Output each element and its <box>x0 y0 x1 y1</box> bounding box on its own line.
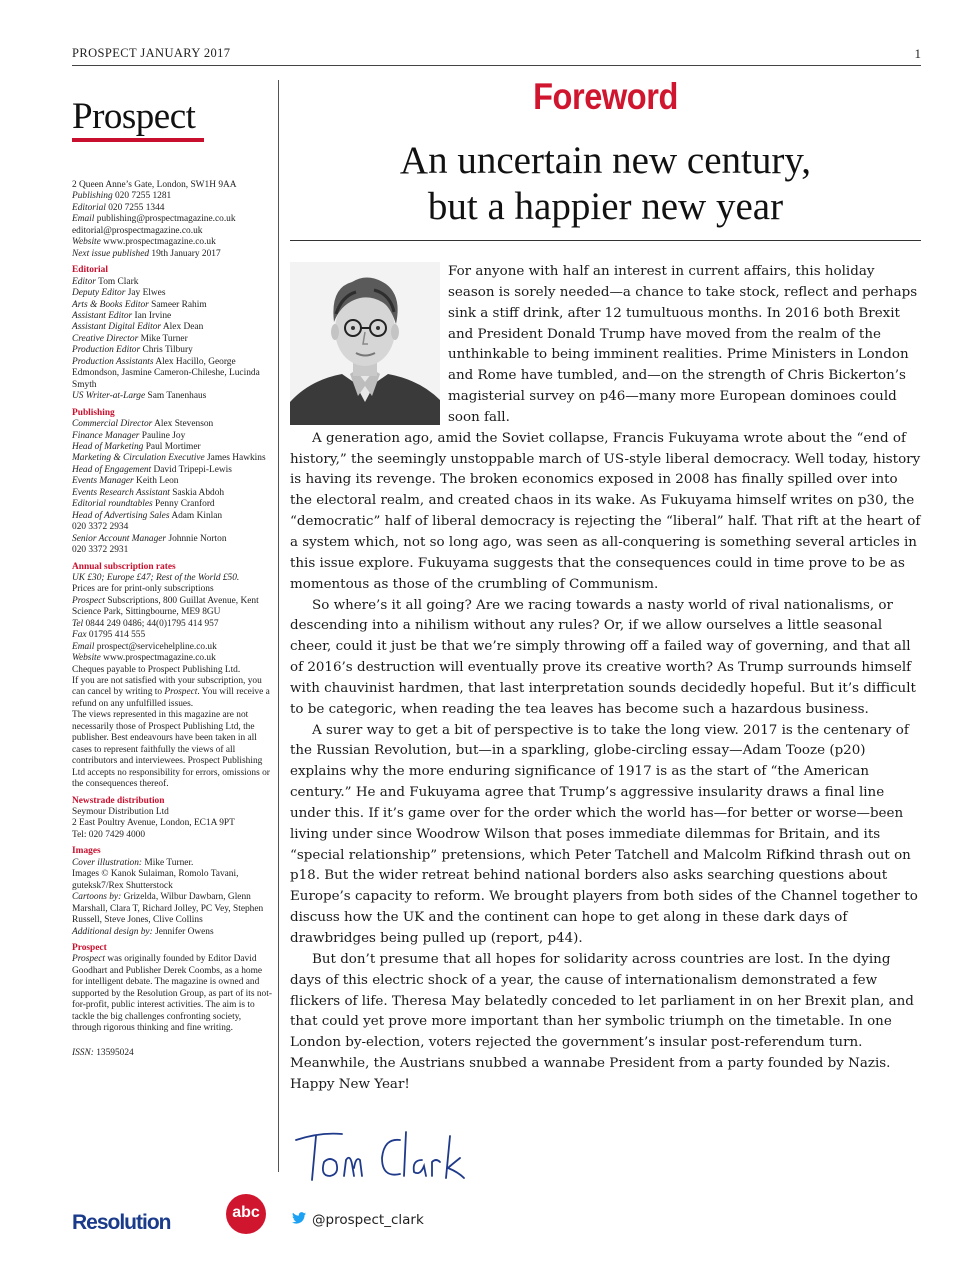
section-title: Foreword <box>533 76 678 117</box>
article-paragraph: But don’t presume that all hopes for solidarity across countries are lost. In the dying days of this electric shock of a year, the cause of internationalism demonstrated a few flickers of life. Theresa May belatedly conceded to let parliament in on her Brexit plan, and that could yet prove more important than her symbolic triumph on the timetable. In one London by-election, voters rejected the government’s insular post-referendum turn. Meanwhile, the Austrians snubbed a wannabe President from a party founded by Nazis. Happy New Year! <box>290 951 914 1092</box>
publishing-staff-list <box>72 419 272 522</box>
article-paragraph: A surer way to get a bit of perspective is to take the long view. 2017 is the centenary of the Russian Revolution, but—in a sparkling, globe-circling essay—Adam Tooze (p20) explains why the more enduring significance of 1917 is as the start of “the American century.” He and Fukuyama agree that Trump’s aggressive insularity draws a final line under this. If it’s game over for the order which the world has—for better or worse—been living under since Woodrow Wilson that poses immediate dilemmas for Britain, and its “special relationship” pretensions, which Peter Tatchell and Malcolm Rifkind thrash out on p18. But the wider retreat behind national borders also asks searching questions about Europe’s capacity to reform. We brought players from both sides of the Channel together to discuss how the UK and the continent can hope to get along in these dark days of drawbridges being pulled up (report, p44). <box>290 722 918 946</box>
staff-entry: US Writer-at-Large Sam Tanenhaus <box>72 391 207 402</box>
staff-entry: Assistant Editor Ian Irvine <box>72 310 172 321</box>
twitter-link[interactable] <box>292 1212 424 1228</box>
staff-entry: Editorial roundtables Penny Cranford <box>72 499 215 510</box>
signature <box>290 1118 490 1198</box>
resolution-logo: Resolution <box>72 1211 171 1234</box>
newstrade-address: 2 East Poultry Avenue, London, EC1A 9PT <box>72 818 235 829</box>
page-number: 1 <box>914 46 921 61</box>
editorial-staff-list <box>72 277 272 403</box>
additional-design: Additional design by: Jennifer Owens <box>72 926 214 937</box>
senior-account-phone: 020 3372 2931 <box>72 545 129 556</box>
prospect-logo <box>72 98 204 142</box>
article-paragraph: So where’s it all going? Are we racing towards a nasty world of rival nationalisms, or descending into a nihilism without any rules? Or, if we allow ourselves a little seasonal cheer, could it just be that we’re simply throwing off a failed way of governing, and that all of 2016’s destruction will eventually prove its creative worth? As Trump surrounds himself with chauvinist hardmen, that last interpretation sounds decidedly hopeful. But it’s difficult to be categoric, when reading the tea leaves has become such a hazardous business. <box>290 597 916 717</box>
headline <box>290 138 921 230</box>
subscription-email: Email prospect@servicehelpline.co.uk <box>72 641 217 652</box>
staff-entry: Assistant Digital Editor Alex Dean <box>72 322 204 333</box>
contact-editorial: Editorial 020 7255 1344 <box>72 202 165 213</box>
running-head: PROSPECT JANUARY 2017 <box>72 46 231 60</box>
twitter-icon <box>292 1212 306 1228</box>
contact-website: Website www.prospectmagazine.co.uk <box>72 237 216 248</box>
prospect-logo-text: Prospect <box>72 96 196 137</box>
staff-entry: Head of Advertising Sales Adam Kinlan <box>72 510 223 521</box>
contact-publishing: Publishing 020 7255 1281 <box>72 191 172 202</box>
staff-entry: Head of Marketing Paul Mortimer <box>72 441 201 452</box>
contact-email: Email publishing@prospectmagazine.co.uk <box>72 214 236 225</box>
subscription-website: Website www.prospectmagazine.co.uk <box>72 653 216 664</box>
article-paragraph: For anyone with half an interest in current affairs, this holiday season is sorely needed—a chance to take stock, reflect and perhaps sink a stiff drink, after 12 tumultuous months. In 2016 both Brexit and President Donald Trump have moved from the realm of the unthinkable to being imminent realities. Prime Ministers in London and Rome have tumbled, and—on the strength of Chris Bickerton’s magisterial survey on p46—many more European dominoes could soon fall. <box>448 264 918 425</box>
author-portrait <box>290 262 440 425</box>
image-credits: Images © Kanok Sulaiman, Romolo Tavani, guteksk7/Rex Shutterstock <box>72 869 239 891</box>
editorial-heading: Editorial <box>72 265 108 276</box>
newstrade-tel: Tel: 020 7429 4000 <box>72 829 146 840</box>
headline-rule <box>290 240 921 241</box>
staff-entry: Production Editor Chris Tilbury <box>72 345 193 356</box>
subscription-rates: UK £30; Europe £47; Rest of the World £50. <box>72 572 240 583</box>
staff-entry: Head of Engagement David Tripepi-Lewis <box>72 464 232 475</box>
publishing-heading: Publishing <box>72 407 115 418</box>
staff-entry: Marketing & Circulation Executive James Hawkins <box>72 453 266 464</box>
disclaimer: The views represented in this magazine are not necessarily those of Prospect Publishing Ltd, the publisher. Best endeavours have been taken in all cases to represent faithfully the views of all contributors and interviewees. Prospect Publishing Ltd accepts no responsibility for errors, omissions or the consequences thereof. <box>72 710 270 790</box>
newstrade-company: Seymour Distribution Ltd <box>72 807 169 818</box>
cartoon-credits: Cartoons by: Grizelda, Wilbur Dawbarn, Glenn Marshall, Clara T, Richard Jolley, PC Vey, Stephen Russell, Steve Jones, Clive Collins <box>72 892 264 926</box>
ad-phone: 020 3372 2934 <box>72 522 129 533</box>
contact-next-issue: Next issue published 19th January 2017 <box>72 248 221 259</box>
masthead-sidebar <box>72 180 272 1059</box>
subscription-fax: Fax 01795 414 555 <box>72 630 146 641</box>
subscription-address: Prospect Subscriptions, 800 Guillat Avenue, Kent Science Park, Sittingbourne, ME9 8GU <box>72 595 259 618</box>
issn: ISSN: 13595024 <box>72 1047 134 1058</box>
contact-email-2: editorial@prospectmagazine.co.uk <box>72 225 203 236</box>
subscriptions-heading: Annual subscription rates <box>72 561 176 572</box>
staff-entry: Creative Director Mike Turner <box>72 333 188 344</box>
subscription-cheques: Cheques payable to Prospect Publishing Ltd. <box>72 664 241 675</box>
subscription-tel: Tel 0844 249 0486; 44(0)1795 414 957 <box>72 618 219 629</box>
prospect-logo-underline <box>72 138 204 142</box>
article-paragraph: A generation ago, amid the Soviet collapse, Francis Fukuyama wrote about the “end of history,” the seemingly unstoppable march of US-style liberal democracy. Well today, history is having its revenge. The broken economics exposed in 2008 has finally spilled over into the electoral realm, and created chaos in its wake. As Fukuyama himself writes on p30, the “democratic” half of liberal democracy is rejecting the “liberal” half. That rift at the heart of a system which, not so long ago, was seen as all-conquering is something several articles in this issue explore. Fukuyama suggests that the consequences could in time prove to be as momentous as those of the crumbling of Communism. <box>290 430 921 592</box>
staff-entry: Arts & Books Editor Sameer Rahim <box>72 299 207 310</box>
images-heading: Images <box>72 846 101 857</box>
subscription-text: Prices are for print-only subscriptions <box>72 584 214 595</box>
staff-entry: Deputy Editor Jay Elwes <box>72 288 166 299</box>
contact-address: 2 Queen Anne’s Gate, London, SW1H 9AA <box>72 180 237 190</box>
senior-account-manager: Senior Account Manager Johnnie Norton <box>72 533 227 544</box>
column-rule <box>278 80 279 1172</box>
staff-entry: Finance Manager Pauline Joy <box>72 430 186 441</box>
staff-entry: Events Research Assistant Saskia Abdoh <box>72 487 225 498</box>
twitter-handle: @prospect_clark <box>312 1212 424 1228</box>
headline-line-1: An uncertain new century, <box>399 139 812 182</box>
headline-line-2: but a happier new year <box>427 185 784 228</box>
top-rule <box>72 65 921 66</box>
abc-logo: abc <box>226 1194 266 1234</box>
cover-illustration: Cover illustration: Mike Turner. <box>72 857 194 868</box>
staff-entry: Commercial Director Alex Stevenson <box>72 419 214 430</box>
staff-entry: Production Assistants Alex Hacillo, George Edmondson, Jasmine Cameron-Chileshe, Lucinda Smyth <box>72 356 260 390</box>
newstrade-heading: Newstrade distribution <box>72 795 165 806</box>
subscription-cancel: If you are not satisfied with your subscription, you can cancel by writing to Prospect. You will receive a refund on any unfulfilled issues. <box>72 676 270 709</box>
staff-entry: Editor Tom Clark <box>72 276 139 287</box>
about-text: Prospect was originally founded by Editor David Goodhart and Publisher Derek Coombs, as a home for intelligent debate. The magazine is owned and supported by the Resolution Group, as part of its not-for-profit, public interest activities. The aim is to tackle the big challenges confronting society, through rigorous thinking and fine writing. <box>72 954 272 1034</box>
staff-entry: Events Manager Keith Leon <box>72 476 179 487</box>
about-heading: Prospect <box>72 943 107 953</box>
